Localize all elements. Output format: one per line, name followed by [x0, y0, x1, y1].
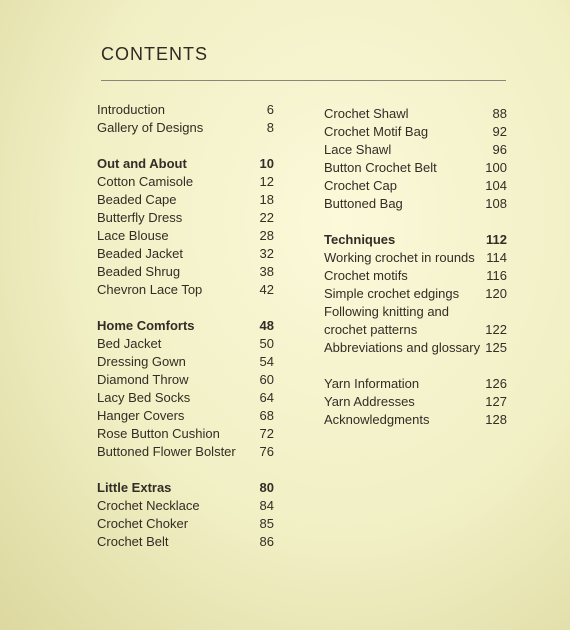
- toc-entry-title: Working crochet in rounds: [324, 250, 475, 265]
- toc-entry-title: Button Crochet Belt: [324, 160, 437, 175]
- toc-page-number: 80: [259, 480, 274, 495]
- toc-entry-title: Buttoned Flower Bolster: [97, 444, 236, 459]
- toc-entry-title: Lace Blouse: [97, 228, 169, 243]
- toc-entry-title: Crochet Choker: [97, 516, 189, 531]
- toc-entry-title: Bed Jacket: [97, 336, 162, 351]
- toc-page-number: 8: [266, 120, 274, 135]
- toc-page-number: 38: [259, 264, 274, 279]
- toc-page-number: 6: [266, 102, 274, 117]
- toc-entry-title: Rose Button Cushion: [97, 426, 220, 441]
- toc-page-number: 18: [259, 192, 274, 207]
- toc-entry-title: Buttoned Bag: [324, 196, 403, 211]
- toc-page-number: 28: [259, 228, 274, 243]
- toc-page-number: 120: [485, 286, 507, 301]
- toc-entry-title: Lace Shawl: [324, 142, 392, 157]
- toc-entry-title: Little Extras: [97, 480, 172, 495]
- toc-page-number: 122: [485, 322, 507, 337]
- toc-entry-title: Crochet Cap: [324, 178, 397, 193]
- toc-page-number: 104: [485, 178, 507, 193]
- toc-entry-title: Crochet Shawl: [324, 106, 409, 121]
- toc-entry-title: crochet patterns: [324, 322, 418, 337]
- toc-page-number: 10: [259, 156, 274, 171]
- toc-page-number: 32: [259, 246, 274, 261]
- toc-page-number: 85: [259, 516, 274, 531]
- toc-entry-title: Diamond Throw: [97, 372, 189, 387]
- toc-page-number: 22: [259, 210, 274, 225]
- toc-entry-title: Out and About: [97, 156, 187, 171]
- toc-entry-title: Yarn Information: [324, 376, 420, 391]
- toc-page-number: 48: [259, 318, 274, 333]
- toc-page-number: 100: [485, 160, 507, 175]
- toc-entry-title: Simple crochet edgings: [324, 286, 460, 301]
- toc-entry-title: Crochet Motif Bag: [324, 124, 429, 139]
- toc-entry-title: Following knitting and: [324, 304, 450, 319]
- toc-page-number: 50: [259, 336, 274, 351]
- toc-page-number: 96: [492, 142, 507, 157]
- toc-page-number: 127: [485, 394, 507, 409]
- toc-entry-title: Hanger Covers: [97, 408, 185, 423]
- heading-rule: [101, 80, 506, 81]
- toc-page-number: 84: [259, 498, 274, 513]
- toc-page-number: 42: [259, 282, 274, 297]
- toc-entry-title: Butterfly Dress: [97, 210, 183, 225]
- toc-entry-title: Yarn Addresses: [324, 394, 415, 409]
- toc-entry-title: Crochet Necklace: [97, 498, 200, 513]
- contents-heading: CONTENTS: [101, 44, 208, 64]
- toc-entry-title: Techniques: [324, 232, 396, 247]
- toc-page-number: 68: [259, 408, 274, 423]
- toc-page-number: 12: [259, 174, 274, 189]
- toc-entry-title: Acknowledgments: [324, 412, 430, 427]
- toc-entry-title: Introduction: [97, 102, 165, 117]
- toc-page-number: 116: [486, 268, 507, 283]
- toc-entry-title: Dressing Gown: [97, 354, 186, 369]
- toc-page-number: 114: [486, 250, 507, 265]
- toc-entry-title: Beaded Jacket: [97, 246, 184, 261]
- toc-page-number: 76: [259, 444, 274, 459]
- toc-entry-title: Gallery of Designs: [97, 120, 204, 135]
- toc-page-number: 108: [485, 196, 507, 211]
- toc-entry-title: Crochet motifs: [324, 268, 408, 283]
- toc-entry-title: Home Comforts: [97, 318, 195, 333]
- toc-page-number: 54: [259, 354, 274, 369]
- toc-page-number: 88: [492, 106, 507, 121]
- toc-entry-title: Cotton Camisole: [97, 174, 194, 189]
- toc-entry-title: Beaded Shrug: [97, 264, 181, 279]
- toc-entry-title: Crochet Belt: [97, 534, 169, 549]
- toc-page-number: 126: [485, 376, 507, 391]
- toc-page-number: 60: [259, 372, 274, 387]
- toc-page-number: 92: [492, 124, 507, 139]
- toc-entry-title: Abbreviations and glossary: [324, 340, 481, 355]
- toc-entry-title: Beaded Cape: [97, 192, 177, 207]
- toc-entry-title: Chevron Lace Top: [97, 282, 203, 297]
- toc-page-number: 64: [259, 390, 274, 405]
- toc-page-number: 86: [259, 534, 274, 549]
- toc-page-number: 112: [486, 232, 507, 247]
- toc-entry-title: Lacy Bed Socks: [97, 390, 191, 405]
- toc-page-number: 72: [259, 426, 274, 441]
- toc-page-number: 125: [485, 340, 507, 355]
- toc-page-number: 128: [485, 412, 507, 427]
